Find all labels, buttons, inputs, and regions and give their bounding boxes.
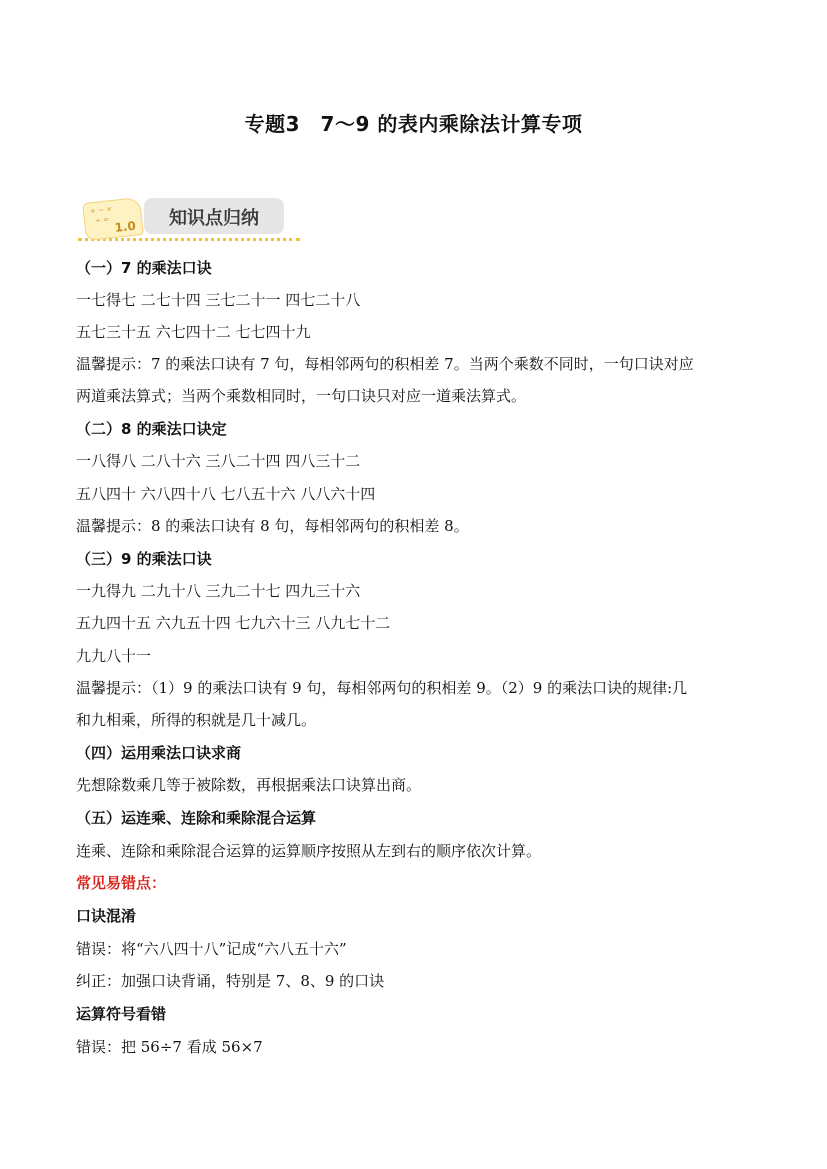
mnemonic-line: 五九四十五 六九五十四 七九六十三 八九七十二 bbox=[76, 614, 391, 632]
mnemonic-line: 一九得九 二九十八 三九二十七 四九三十六 bbox=[76, 582, 361, 600]
common-errors-heading: 常见易错点： bbox=[76, 874, 167, 892]
mnemonic-line: 五七三十五 六七四十二 七七四十九 bbox=[76, 323, 311, 341]
error-example: 错误：将“六八四十八”记成“六八五十六” bbox=[76, 940, 347, 958]
knowledge-summary-badge bbox=[78, 196, 304, 244]
tip-text: 温馨提示：8 的乘法口诀有 8 句，每相邻两句的积相差 8。 bbox=[76, 517, 469, 535]
page-title: 专题3 7～9 的表内乘除法计算专项 bbox=[244, 112, 583, 136]
error-correction: 纠正：加强口诀背诵，特别是 7、8、9 的口诀 bbox=[76, 972, 385, 990]
badge-label: 知识点归纳 bbox=[169, 208, 259, 229]
dotted-underline bbox=[78, 238, 300, 241]
badge-label-box bbox=[144, 198, 284, 234]
mnemonic-line: 九九八十一 bbox=[76, 647, 152, 665]
mnemonic-line: 五八四十 六八四十八 七八五十六 八八六十四 bbox=[76, 485, 376, 503]
error-topic-heading: 运算符号看错 bbox=[76, 1005, 167, 1023]
error-topic-heading: 口诀混淆 bbox=[76, 907, 137, 925]
body-text: 先想除数乘几等于被除数，再根据乘法口诀算出商。 bbox=[76, 776, 422, 794]
tip-text: 两道乘法算式；当两个乘数相同时，一句口诀只对应一道乘法算式。 bbox=[76, 387, 527, 405]
error-example: 错误：把 56÷7 看成 56×7 bbox=[76, 1038, 263, 1056]
tip-text: 温馨提示：（1）9 的乘法口诀有 9 句，每相邻两句的积相差 9。（2）9 的乘法口诀的规律:几 bbox=[76, 679, 688, 697]
section-heading-mixed: （五）运连乘、连除和乘除混合运算 bbox=[76, 809, 317, 827]
badge-version: 1.0 bbox=[113, 218, 137, 235]
book-illustration-icon: + − × ÷ = 1.0 bbox=[82, 197, 144, 241]
section-heading-7: （一）7 的乘法口诀 bbox=[76, 259, 212, 277]
section-heading-8: （二）8 的乘法口诀定 bbox=[76, 420, 227, 438]
body-text: 连乘、连除和乘除混合运算的运算顺序按照从左到右的顺序依次计算。 bbox=[76, 842, 542, 860]
tip-text: 温馨提示：7 的乘法口诀有 7 句，每相邻两句的积相差 7。当两个乘数不同时，一句口诀对应 bbox=[76, 355, 694, 373]
mnemonic-line: 一八得八 二八十六 三八二十四 四八三十二 bbox=[76, 452, 361, 470]
section-heading-division: （四）运用乘法口诀求商 bbox=[76, 744, 242, 762]
mnemonic-line: 一七得七 二七十四 三七二十一 四七二十八 bbox=[76, 291, 361, 309]
tip-text: 和九相乘，所得的积就是几十减几。 bbox=[76, 711, 317, 729]
section-heading-9: （三）9 的乘法口诀 bbox=[76, 550, 212, 568]
